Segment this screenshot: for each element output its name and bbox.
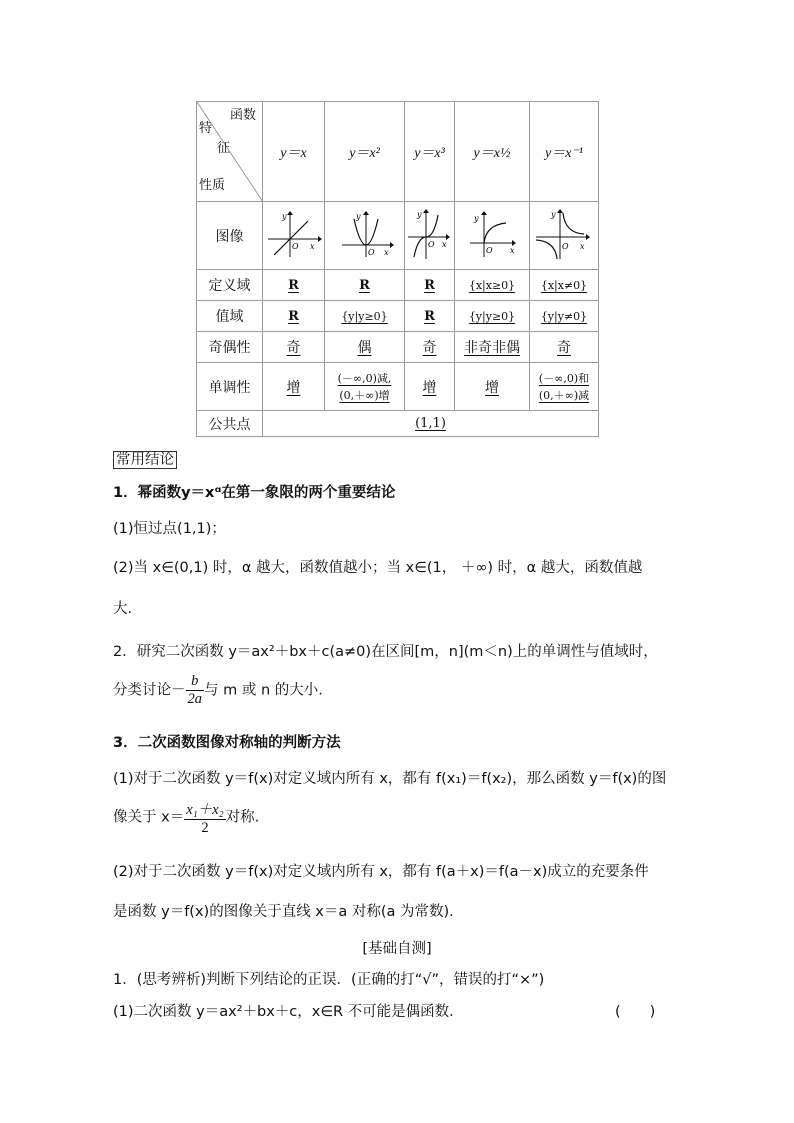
range-cell-4: {y|y≥0} xyxy=(455,301,530,332)
graph-cell-1 xyxy=(263,202,325,270)
axis-x-label: x xyxy=(383,247,389,257)
row-head-range: 值域 xyxy=(197,301,263,332)
parity-cell-3: 奇 xyxy=(405,332,455,363)
row-head-common-point: 公共点 xyxy=(197,411,263,437)
axis-y-label: y xyxy=(416,209,422,219)
parity-cell-2: 偶 xyxy=(325,332,405,363)
fraction-numerator: b xyxy=(186,673,205,691)
conclusion-2: 2．研究二次函数 y＝ax²＋bx＋c(a≠0)在区间[m，n](m＜n)上的单调性与值域时， xyxy=(113,644,658,660)
conclusion-3c: (2)对于二次函数 y＝f(x)对定义域内所有 x，都有 f(a＋x)＝f(a－x)成立的充要条件 xyxy=(113,864,649,880)
row-head-graph: 图像 xyxy=(197,202,263,270)
table-corner-cell xyxy=(197,102,263,202)
conclusion-2b-post: 与 m 或 n 的大小. xyxy=(204,682,323,699)
answer-parentheses: ( ) xyxy=(615,1004,656,1020)
function-header-2: y＝x² xyxy=(325,102,405,202)
axis-y-label: y xyxy=(474,213,479,223)
corner-label-property: 性质 xyxy=(199,178,226,193)
axis-x-label: x xyxy=(441,239,447,249)
axis-origin-label: O xyxy=(486,245,493,255)
conclusion-1a: (1)恒过点(1,1)； xyxy=(113,521,226,537)
function-header-5: y＝x⁻¹ xyxy=(530,102,599,202)
function-header-4: y＝x½ xyxy=(455,102,530,202)
corner-label-function: 函数 xyxy=(230,108,257,123)
graph-y-eq-x xyxy=(264,209,324,259)
axis-x-label: x xyxy=(309,241,315,251)
domain-cell-4: {x|x≥0} xyxy=(455,270,530,301)
axis-y-label: y xyxy=(281,211,287,221)
axis-x-label: x xyxy=(510,245,515,255)
row-head-monotonicity: 单调性 xyxy=(197,363,263,411)
fraction-denominator: 2a xyxy=(187,691,202,707)
conclusions-label-box: 常用结论 xyxy=(113,451,177,469)
power-function-table xyxy=(196,101,599,437)
axis-x-label: x xyxy=(580,241,585,251)
axis-y-label: y xyxy=(355,211,361,221)
conclusion-3b-pre: 像关于 x＝ xyxy=(113,809,185,826)
mono-cell-5-line1: (－∞,0)和 xyxy=(538,371,590,385)
mono-cell-3: 增 xyxy=(405,363,455,411)
section-label-conclusions xyxy=(113,448,177,469)
mono-cell-2 xyxy=(325,363,405,411)
section-label-basic-test: [基础自测] xyxy=(362,941,432,957)
graph-cell-4 xyxy=(455,202,530,270)
domain-cell-2: R xyxy=(325,270,405,301)
corner-label-feature-1: 特 xyxy=(199,121,213,136)
range-cell-1: R xyxy=(263,301,325,332)
row-head-domain: 定义域 xyxy=(197,270,263,301)
function-header-3: y＝x³ xyxy=(405,102,455,202)
axis-origin-label: O xyxy=(367,247,375,257)
axis-origin-label: O xyxy=(291,241,299,251)
range-cell-5: {y|y≠0} xyxy=(530,301,599,332)
range-cell-3: R xyxy=(405,301,455,332)
graph-y-eq-x3 xyxy=(406,207,454,261)
mono-cell-2-line1: (－∞,0)减, xyxy=(337,371,392,385)
fraction-axis xyxy=(184,798,225,837)
axis-y-label: y xyxy=(551,209,556,219)
mono-cell-5 xyxy=(530,363,599,411)
domain-cell-3: R xyxy=(405,270,455,301)
fraction-b-over-2a xyxy=(186,673,205,708)
parity-cell-5: 奇 xyxy=(530,332,599,363)
domain-cell-1: R xyxy=(263,270,325,301)
range-cell-2: {y|y≥0} xyxy=(325,301,405,332)
parity-cell-4: 非奇非偶 xyxy=(455,332,530,363)
conclusion-3b-post: 对称. xyxy=(225,809,260,826)
fraction-numerator: x₁＋x₂ xyxy=(184,798,225,820)
mono-cell-4: 增 xyxy=(455,363,530,411)
conclusion-1b: (2)当 x∈(0,1) 时，α 越大，函数值越小；当 x∈(1， ＋∞) 时，α 越大，函数值越 xyxy=(113,560,643,576)
conclusion-3a: (1)对于二次函数 y＝f(x)对定义域内所有 x，都有 f(x₁)＝f(x₂)，那么函数 y＝f(x)的图 xyxy=(113,771,667,787)
conclusion-3b xyxy=(113,798,259,837)
corner-label-feature-2: 征 xyxy=(217,141,231,156)
row-head-parity: 奇偶性 xyxy=(197,332,263,363)
conclusion-3-title: 3．二次函数图像对称轴的判断方法 xyxy=(113,735,341,751)
exercise-q1: 1．(思考辨析)判断下列结论的正误．(正确的打“√”，错误的打“×”) xyxy=(113,972,545,988)
conclusion-3d: 是函数 y＝f(x)的图像关于直线 x＝a 对称(a 为常数). xyxy=(113,904,454,920)
mono-cell-2-line2: (0,＋∞)增 xyxy=(339,388,390,402)
graph-y-eq-x-inverse xyxy=(532,207,596,261)
graph-cell-2 xyxy=(325,202,405,270)
exercise-q1a: (1)二次函数 y＝ax²＋bx＋c，x∈R 不可能是偶函数． xyxy=(113,1004,464,1020)
graph-y-eq-x2 xyxy=(330,209,400,259)
graph-y-eq-sqrt-x xyxy=(460,209,524,259)
graph-cell-5 xyxy=(530,202,599,270)
conclusion-1c: 大. xyxy=(113,601,133,617)
parity-cell-1: 奇 xyxy=(263,332,325,363)
mono-cell-5-line2: (0,＋∞)减 xyxy=(538,388,590,402)
function-header-1: y＝x xyxy=(263,102,325,202)
conclusion-1-title: 1．幂函数y＝xᵅ在第一象限的两个重要结论 xyxy=(113,485,396,501)
axis-origin-label: O xyxy=(562,241,569,251)
axis-origin-label: O xyxy=(427,239,435,249)
common-point-cell: (1,1) xyxy=(263,411,599,437)
domain-cell-5: {x|x≠0} xyxy=(530,270,599,301)
fraction-denominator: 2 xyxy=(201,820,209,836)
conclusion-2b-pre: 分类讨论－ xyxy=(113,682,186,699)
mono-cell-1: 增 xyxy=(263,363,325,411)
conclusion-2b xyxy=(113,673,323,708)
graph-cell-3 xyxy=(405,202,455,270)
